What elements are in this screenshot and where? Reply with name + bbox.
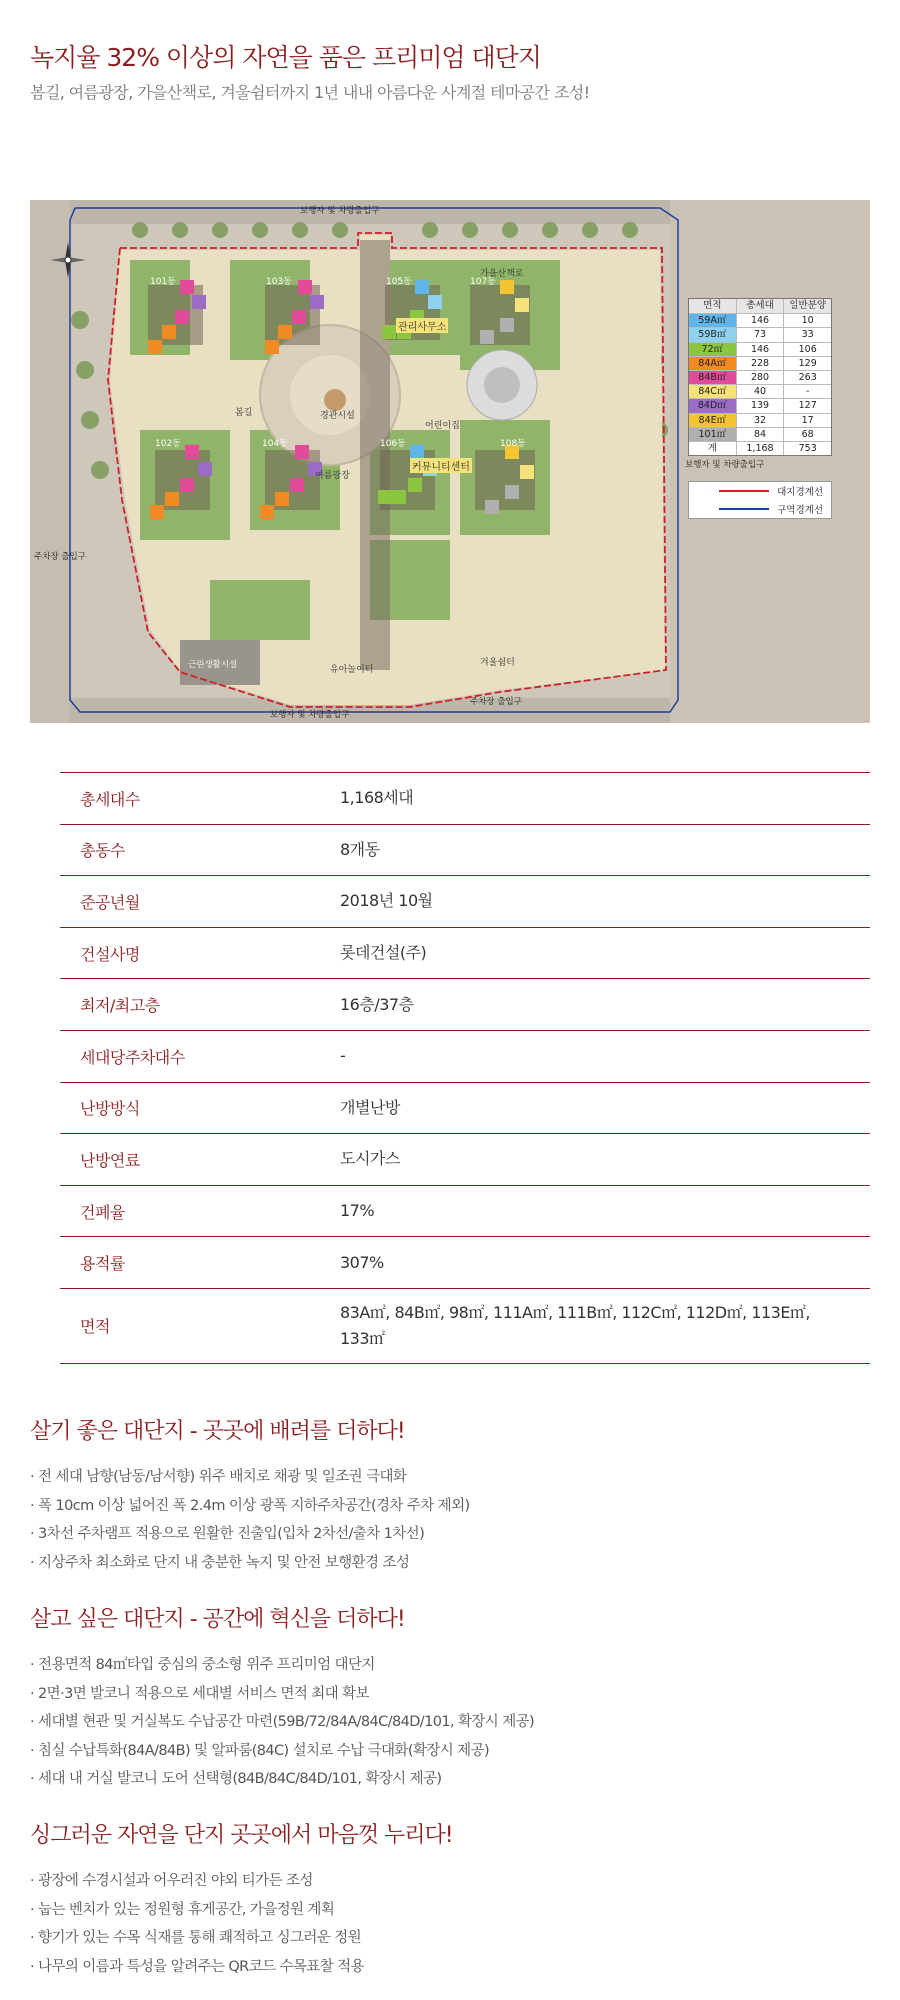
unit-general: 10 — [783, 314, 831, 327]
legend-zone-boundary — [689, 500, 831, 518]
info-row — [60, 1289, 870, 1364]
label-autumn-walk: 가을산책로 — [480, 269, 524, 279]
info-label: 총동수 — [80, 841, 125, 861]
feature-item: · 지상주차 최소화로 단지 내 충분한 녹지 및 안전 보행환경 조성 — [30, 1549, 870, 1578]
unit-type: 59B㎡ — [689, 328, 736, 341]
info-label: 면적 — [80, 1317, 110, 1337]
info-row — [60, 1134, 870, 1186]
info-value: 16층/37층 — [340, 994, 414, 1014]
unit-table-header-general: 일반분양 — [783, 299, 831, 313]
info-label: 건설사명 — [80, 944, 140, 964]
section-title: 싱그러운 자연을 단지 곳곳에서 마음껏 누리다! — [30, 1823, 453, 1848]
unit-table-header-area: 면적 — [703, 300, 722, 311]
info-label: 최저/최고층 — [80, 996, 160, 1016]
label-gate-bottom-right: 주차장 출입구 — [470, 697, 522, 707]
unit-table-row — [689, 441, 831, 455]
unit-total: 73 — [736, 328, 784, 341]
unit-type: 계 — [689, 442, 736, 455]
feature-item: · 폭 10cm 이상 넓어진 폭 2.4m 이상 광폭 지하주차공간(경차 주차 제외) — [30, 1492, 870, 1521]
unit-general: 106 — [783, 343, 831, 356]
label-plaza: 경관시설 — [320, 411, 355, 421]
info-row — [60, 773, 870, 825]
unit-table-row — [689, 384, 831, 398]
info-row — [60, 876, 870, 928]
unit-general: 68 — [783, 428, 831, 441]
building-label-107: 107동 — [470, 277, 496, 287]
building-label-108: 108동 — [500, 439, 526, 449]
unit-total: 32 — [736, 414, 784, 427]
building-label-102: 102동 — [155, 439, 181, 449]
info-value: 17% — [340, 1201, 375, 1221]
unit-type: 84E㎡ — [689, 414, 736, 427]
unit-general: 33 — [783, 328, 831, 341]
unit-total: 146 — [736, 314, 784, 327]
info-label: 총세대수 — [80, 789, 140, 809]
info-row — [60, 1031, 870, 1083]
label-gate-left: 주차장 출입구 — [34, 552, 86, 562]
info-row — [60, 1083, 870, 1135]
label-winter-rest: 겨울쉼터 — [480, 658, 515, 668]
info-label: 건폐율 — [80, 1202, 125, 1222]
unit-total: 1,168 — [736, 442, 784, 455]
unit-table-header — [689, 299, 831, 313]
feature-item: · 전용면적 84㎡타입 중심의 중소형 위주 프리미엄 대단지 — [30, 1651, 870, 1680]
info-label: 난방방식 — [80, 1099, 140, 1119]
info-row — [60, 928, 870, 980]
unit-type: 101㎡ — [689, 428, 736, 441]
unit-general: 17 — [783, 414, 831, 427]
info-value: 롯데건설(주) — [340, 943, 427, 963]
unit-table-row — [689, 413, 831, 427]
label-office: 관리사무소 — [396, 318, 448, 333]
feature-section-nature — [30, 1818, 870, 1981]
building-label-101: 101동 — [150, 277, 176, 287]
feature-item: · 침실 수납특화(84A/84B) 및 알파룸(84C) 설치로 수납 극대화(확장시 제공) — [30, 1737, 870, 1766]
hero-title: 녹지율 32% 이상의 자연을 품은 프리미엄 대단지 — [30, 43, 541, 72]
feature-item: · 나무의 이름과 특성을 알려주는 QR코드 수목표찰 적용 — [30, 1953, 870, 1982]
complex-info-table — [60, 772, 870, 1364]
label-commercial: 근린생활시설 — [188, 660, 238, 670]
label-summer-plaza: 여름광장 — [315, 471, 350, 481]
unit-total: 139 — [736, 399, 784, 412]
compass-icon — [48, 240, 88, 280]
feature-item: · 2면·3면 발코니 적용으로 세대별 서비스 면적 최대 확보 — [30, 1680, 870, 1709]
building-label-105: 105동 — [386, 277, 412, 287]
feature-item: · 눕는 벤치가 있는 정원형 휴게공간, 가을정원 계획 — [30, 1896, 870, 1925]
info-value: 83A㎡, 84B㎡, 98㎡, 111A㎡, 111B㎡, 112C㎡, 112D㎡, 113E㎡, 133㎡ — [340, 1302, 811, 1348]
label-kindergarten: 어린이집 — [425, 421, 460, 431]
info-label: 난방연료 — [80, 1150, 140, 1170]
zone-boundary-swatch — [719, 508, 769, 510]
label-community: 커뮤니티센터 — [410, 458, 472, 473]
unit-type: 84C㎡ — [689, 385, 736, 398]
feature-item: · 세대 내 거실 발코니 도어 선택형(84B/84C/84D/101, 확장시 제공) — [30, 1765, 870, 1794]
section-title: 살기 좋은 대단지 - 곳곳에 배려를 더하다! — [30, 1419, 405, 1444]
unit-general: 263 — [783, 371, 831, 384]
unit-type: 72㎡ — [689, 343, 736, 356]
unit-total: 84 — [736, 428, 784, 441]
unit-total: 280 — [736, 371, 784, 384]
info-value: 도시가스 — [340, 1149, 400, 1169]
unit-table-row — [689, 398, 831, 412]
label-gate-bottom: 보행자 및 차량출입구 — [270, 710, 350, 720]
hero-subtitle: 봄길, 여름광장, 가을산책로, 겨울쉼터까지 1년 내내 아름다운 사계절 테마공간 조성! — [30, 83, 590, 102]
unit-general: 753 — [783, 442, 831, 455]
label-gate-top: 보행자 및 차량출입구 — [300, 206, 380, 216]
unit-type: 84B㎡ — [689, 371, 736, 384]
feature-item: · 세대별 현관 및 거실복도 수납공간 마련(59B/72/84A/84C/84D/101, 확장시 제공) — [30, 1708, 870, 1737]
unit-total: 40 — [736, 385, 784, 398]
info-row — [60, 1237, 870, 1289]
info-row — [60, 1186, 870, 1238]
unit-total: 228 — [736, 357, 784, 370]
section-title: 살고 싶은 대단지 - 공간에 혁신을 더하다! — [30, 1607, 405, 1632]
info-row — [60, 825, 870, 877]
unit-type-table — [688, 298, 832, 456]
unit-table-row — [689, 427, 831, 441]
unit-type: 59A㎡ — [689, 314, 736, 327]
site-plan-image — [30, 200, 870, 723]
label-daycare: 유아놀이터 — [330, 665, 374, 675]
feature-item: · 3차선 주차램프 적용으로 원활한 진출입(입차 2차선/출차 1차선) — [30, 1520, 870, 1549]
feature-item: · 광장에 수경시설과 어우러진 야외 티가든 조성 — [30, 1867, 870, 1896]
info-row — [60, 979, 870, 1031]
info-label: 용적률 — [80, 1254, 125, 1274]
unit-table-row — [689, 356, 831, 370]
info-value: 개별난방 — [340, 1097, 400, 1117]
info-value: 307% — [340, 1252, 384, 1272]
building-label-103: 103동 — [266, 277, 292, 287]
unit-table-header-total: 총세대 — [736, 299, 784, 313]
unit-table-row — [689, 313, 831, 327]
feature-section-innovation — [30, 1602, 870, 1794]
unit-table-row — [689, 342, 831, 356]
unit-type: 84D㎡ — [689, 399, 736, 412]
legend-site-boundary — [689, 482, 831, 500]
info-value: 1,168세대 — [340, 788, 414, 808]
unit-general: - — [783, 385, 831, 398]
unit-table-row — [689, 327, 831, 341]
building-label-106: 106동 — [380, 439, 406, 449]
feature-item: · 전 세대 남향(남동/남서향) 위주 배치로 채광 및 일조권 극대화 — [30, 1463, 870, 1492]
unit-table-row — [689, 370, 831, 384]
label-spring-road: 봄길 — [235, 408, 253, 418]
feature-item: · 향기가 있는 수목 식재를 통해 쾌적하고 싱그러운 정원 — [30, 1924, 870, 1953]
unit-general: 129 — [783, 357, 831, 370]
info-value: 2018년 10월 — [340, 891, 433, 911]
site-boundary-label: 대지경계선 — [777, 487, 823, 498]
unit-general: 127 — [783, 399, 831, 412]
unit-type: 84A㎡ — [689, 357, 736, 370]
info-value: - — [340, 1046, 346, 1066]
label-gate-right: 보행자 및 차량출입구 — [685, 460, 765, 470]
site-boundary-swatch — [719, 490, 769, 492]
zone-boundary-label: 구역경계선 — [777, 505, 823, 516]
info-value: 8개동 — [340, 839, 380, 859]
building-label-104: 104동 — [262, 439, 288, 449]
feature-section-livable — [30, 1414, 870, 1577]
unit-total: 146 — [736, 343, 784, 356]
boundary-line-legend — [688, 481, 832, 519]
info-label: 준공년월 — [80, 892, 140, 912]
info-label: 세대당주차대수 — [80, 1047, 185, 1067]
